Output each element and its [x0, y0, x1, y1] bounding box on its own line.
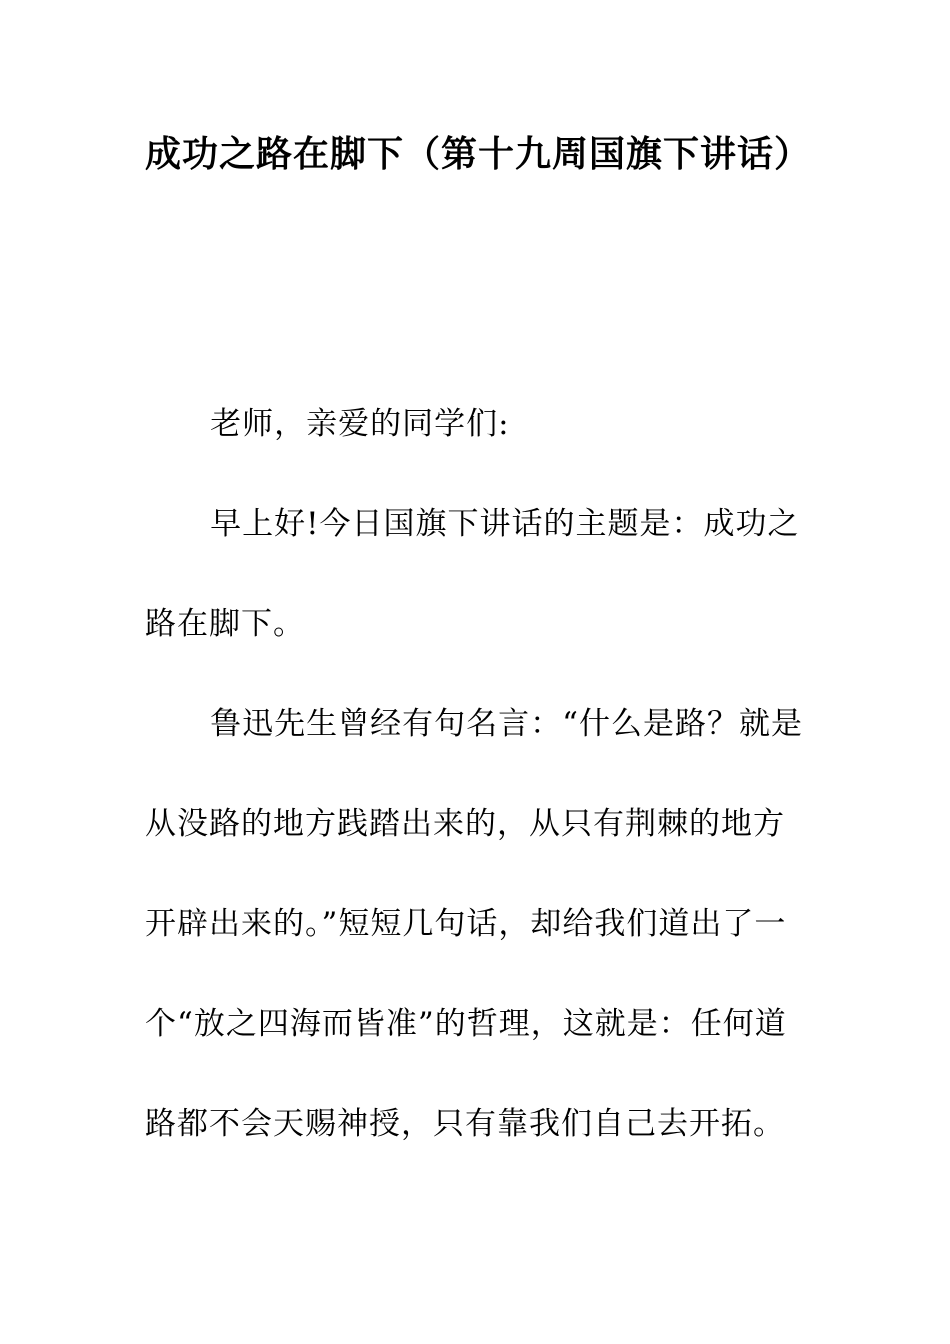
document-title: 成功之路在脚下（第十九周国旗下讲话）: [145, 134, 812, 175]
quote-paragraph: 鲁迅先生曾经有句名言：“什么是路？就是从没路的地方践踏出来的，从只有荆棘的地方开辟出来的。”短短几句话，却给我们道出了一个“放之四海而皆准”的哲理，这就是：任何道路都不会天赐神授，只有靠我们自己去开拓。: [145, 706, 803, 1142]
greeting-paragraph: 老师，亲爱的同学们:: [210, 406, 510, 442]
document-body: [145, 374, 805, 1174]
intro-paragraph: 早上好!今日国旗下讲话的主题是：成功之路在脚下。: [145, 506, 800, 642]
